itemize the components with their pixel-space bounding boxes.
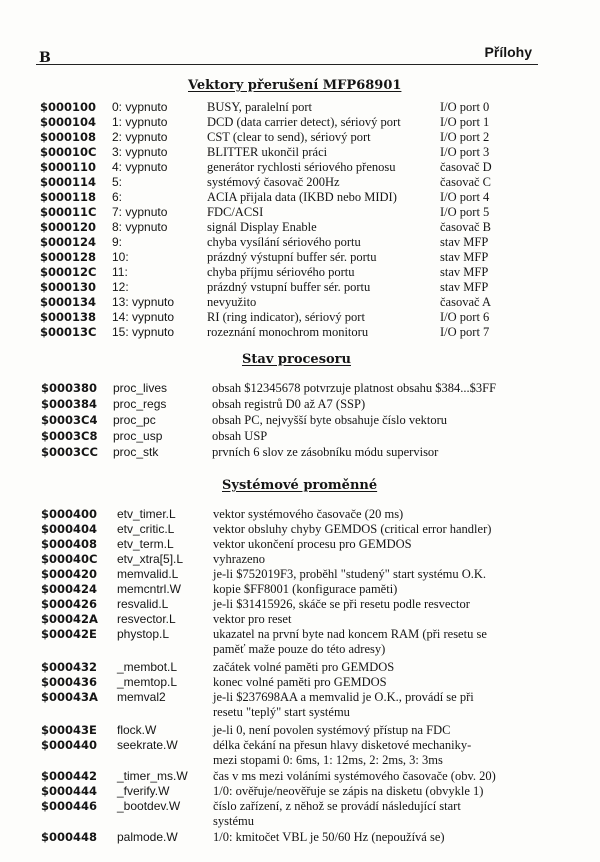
vector-address: $000110 [40,160,97,174]
vector-address: $000120 [40,220,97,234]
sysvar-row [0,738,600,752]
sysvar-row [0,612,600,626]
vector-row [0,115,600,129]
vector-source: I/O port 2 [440,130,490,144]
vector-source: stav MFP [440,250,489,264]
vector-row [0,145,600,159]
vector-row [0,295,600,309]
sysvar-name: _fverify.W [117,784,170,798]
vector-name: 5: [112,175,123,189]
vector-description: FDC/ACSI [207,205,264,219]
vector-source: stav MFP [440,265,489,279]
vector-row [0,205,600,219]
cpu-row [0,445,600,459]
vector-address: $000108 [40,130,97,144]
sysvar-name: etv_term.L [117,537,174,551]
sysvar-description: konec volné paměti pro GEMDOS [213,675,387,689]
sysvar-name: etv_timer.L [117,507,176,521]
sysvar-address: $000432 [41,660,98,674]
page-header-left: B [39,50,51,66]
sysvar-address: $000440 [41,738,98,752]
sysvar-description: vektor systémového časovače (20 ms) [213,507,404,521]
cpu-name: proc_lives [113,381,168,395]
sysvar-address: $000448 [41,830,98,844]
vector-name: 1: vypnuto [112,115,168,129]
vector-row [0,310,600,324]
sysvar-name: phystop.L [117,627,170,641]
vector-source: I/O port 0 [440,100,490,114]
sysvar-name: _timer_ms.W [117,769,188,783]
sysvar-address: $000404 [41,522,98,536]
vector-description: chyba příjmu sériového portu [207,265,355,279]
cpu-description: obsah USP [212,429,268,443]
sysvar-name: memcntrl.W [117,582,181,596]
sysvar-description-continued: mezi stopami 0: 6ms, 1: 12ms, 2: 2ms, 3: 3ms [213,753,443,767]
sysvar-address: $000442 [41,769,98,783]
vector-name: 2: vypnuto [112,130,168,144]
vector-source: I/O port 4 [440,190,490,204]
sysvar-name: resvalid.L [117,597,169,611]
cpu-address: $0003CC [41,445,98,459]
vector-name: 4: vypnuto [112,160,168,174]
vector-description: chyba vysílání sériového portu [207,235,361,249]
header-rule [36,64,538,65]
sysvar-row [0,660,600,674]
sysvar-description: 1/0: kmitočet VBL je 50/60 Hz (nepoužívá se) [213,830,445,844]
sysvar-row [0,830,600,844]
sysvar-row [0,723,600,737]
sysvar-address: $000400 [41,507,98,521]
vector-row [0,190,600,204]
sysvar-row [0,675,600,689]
vector-address: $000134 [40,295,97,309]
sysvar-name: _membot.L [117,660,178,674]
vector-name: 11: [112,265,128,279]
sysvar-address: $000420 [41,567,98,581]
sysvar-address: $000408 [41,537,98,551]
sysvar-address: $00042E [41,627,97,641]
sysvar-description: vyhrazeno [213,552,266,566]
sysvar-row [0,799,600,813]
cpu-description: prvních 6 slov ze zásobníku módu supervisor [212,445,439,459]
cpu-address: $000384 [41,397,98,411]
vector-address: $000104 [40,115,97,129]
vector-source: I/O port 7 [440,325,490,339]
sysvar-description-continued: systému [213,814,254,828]
vector-row [0,250,600,264]
vector-address: $00012C [40,265,97,279]
sysvar-address: $000446 [41,799,98,813]
vector-address: $00011C [40,205,97,219]
sysvar-row [0,769,600,783]
cpu-address: $0003C4 [41,413,98,427]
sysvar-description: délka čekání na přesun hlavy disketové mechaniky- [213,738,472,752]
section-title-vectors: Vektory přerušení MFP68901 [188,78,402,93]
vector-description: prázdný vstupní buffer sér. portu [207,280,371,294]
sysvar-description: je-li $752019F3, proběhl "studený" start systému O.K. [213,567,487,581]
vector-name: 12: [112,280,129,294]
sysvar-name: _bootdev.W [117,799,181,813]
sysvar-description: číslo zařízení, z něhož se provádí následující start [213,799,461,813]
sysvar-address: $00042A [41,612,98,626]
vector-row [0,130,600,144]
sysvar-name: memvalid.L [117,567,179,581]
vector-row [0,100,600,114]
vector-name: 3: vypnuto [112,145,168,159]
sysvar-address: $000444 [41,784,98,798]
vector-name: 14: vypnuto [112,310,175,324]
sysvar-description: je-li $31415926, skáče se při resetu podle resvector [213,597,470,611]
vector-name: 6: [112,190,123,204]
vector-name: 13: vypnuto [112,295,175,309]
sysvar-description: ukazatel na první byte nad koncem RAM (při resetu se [213,627,487,641]
vector-description: nevyužito [207,295,257,309]
vector-name: 10: [112,250,129,264]
sysvar-description: kopie $FF8001 (konfigurace paměti) [213,582,398,596]
vector-source: I/O port 3 [440,145,490,159]
sysvar-description: 1/0: ověřuje/neověřuje se zápis na disketu (obvykle 1) [213,784,484,798]
sysvar-address: $00040C [41,552,98,566]
sysvar-row [0,784,600,798]
vector-description: signál Display Enable [207,220,317,234]
vector-source: stav MFP [440,235,489,249]
sysvar-row [0,537,600,551]
cpu-row [0,413,600,427]
vector-row [0,220,600,234]
sysvar-row [0,552,600,566]
cpu-row [0,397,600,411]
page-header-right: Přílohy [484,44,532,60]
vector-address: $00013C [40,325,97,339]
vector-source: časovač B [440,220,492,234]
cpu-name: proc_pc [113,413,156,427]
cpu-row [0,429,600,443]
vector-address: $000138 [40,310,97,324]
sysvar-address: $000424 [41,582,98,596]
sysvar-description-continued: resetu "teplý" start systému [213,705,350,719]
sysvar-name: seekrate.W [117,738,178,752]
vector-description: ACIA přijala data (IKBD nebo MIDI) [207,190,397,204]
vector-description: RI (ring indicator), sériový port [207,310,365,324]
vector-description: rozeznání monochrom monitoru [207,325,369,339]
sysvar-name: _memtop.L [117,675,178,689]
vector-address: $000124 [40,235,97,249]
vector-source: I/O port 5 [440,205,490,219]
vector-source: časovač D [440,160,492,174]
vector-description: prázdný výstupní buffer sér. portu [207,250,377,264]
vector-address: $000100 [40,100,97,114]
vector-name: 8: vypnuto [112,220,168,234]
cpu-name: proc_usp [113,429,163,443]
sysvar-description: vektor ukončení procesu pro GEMDOS [213,537,412,551]
vector-description: BLITTER ukončil práci [207,145,328,159]
sysvar-name: etv_critic.L [117,522,175,536]
sysvar-name: palmode.W [117,830,178,844]
vector-row [0,235,600,249]
cpu-address: $0003C8 [41,429,98,443]
cpu-description: obsah PC, nejvyšší byte obsahuje číslo vektoru [212,413,448,427]
vector-address: $00010C [40,145,97,159]
vector-description: BUSY, paralelní port [207,100,312,114]
vector-row [0,325,600,339]
vector-description: generátor rychlosti sériového přenosu [207,160,396,174]
sysvar-name: resvector.L [117,612,176,626]
sysvar-description: vektor pro reset [213,612,292,626]
vector-row [0,280,600,294]
sysvar-row [0,582,600,596]
vector-row [0,160,600,174]
vector-row [0,265,600,279]
vector-source: I/O port 1 [440,115,490,129]
vector-description: DCD (data carrier detect), sériový port [207,115,401,129]
cpu-description: obsah $12345678 potvrzuje platnost obsahu $384...$3FF [212,381,497,395]
sysvar-row [0,507,600,521]
vector-row [0,175,600,189]
vector-name: 15: vypnuto [112,325,175,339]
vector-address: $000114 [40,175,97,189]
sysvar-row [0,627,600,641]
vector-source: časovač A [440,295,492,309]
sysvar-address: $000436 [41,675,98,689]
vector-name: 9: [112,235,123,249]
sysvar-name: flock.W [117,723,157,737]
section-title-cpu: Stav procesoru [242,352,351,367]
vector-name: 0: vypnuto [112,100,168,114]
sysvar-row [0,522,600,536]
sysvar-description-continued: paměť maže pouze do této adresy) [213,642,386,656]
sysvar-row [0,597,600,611]
cpu-address: $000380 [41,381,98,395]
vector-description: CST (clear to send), sériový port [207,130,371,144]
cpu-name: proc_regs [113,397,167,411]
sysvar-address: $00043E [41,723,97,737]
vector-name: 7: vypnuto [112,205,168,219]
vector-source: časovač C [440,175,492,189]
vector-address: $000130 [40,280,97,294]
cpu-description: obsah registrů D0 až A7 (SSP) [212,397,366,411]
cpu-name: proc_stk [113,445,159,459]
sysvar-description: začátek volné paměti pro GEMDOS [213,660,395,674]
sysvar-address: $00043A [41,690,98,704]
cpu-row [0,381,600,395]
sysvar-description: je-li $237698AA a memvalid je O.K., provádí se při [213,690,474,704]
vector-address: $000118 [40,190,97,204]
sysvar-description: je-li 0, není povolen systémový přístup na FDC [213,723,451,737]
vector-address: $000128 [40,250,97,264]
sysvar-description: vektor obsluhy chyby GEMDOS (critical error handler) [213,522,492,536]
vector-description: systémový časovač 200Hz [207,175,340,189]
section-title-sysvars: Systémové proměnné [222,478,378,493]
sysvar-row [0,690,600,704]
sysvar-name: memval2 [117,690,166,704]
sysvar-name: etv_xtra[5].L [117,552,184,566]
sysvar-description: čas v ms mezi voláními systémového časovače (obv. 20) [213,769,496,783]
sysvar-row [0,567,600,581]
sysvar-address: $000426 [41,597,98,611]
vector-source: stav MFP [440,280,489,294]
vector-source: I/O port 6 [440,310,490,324]
